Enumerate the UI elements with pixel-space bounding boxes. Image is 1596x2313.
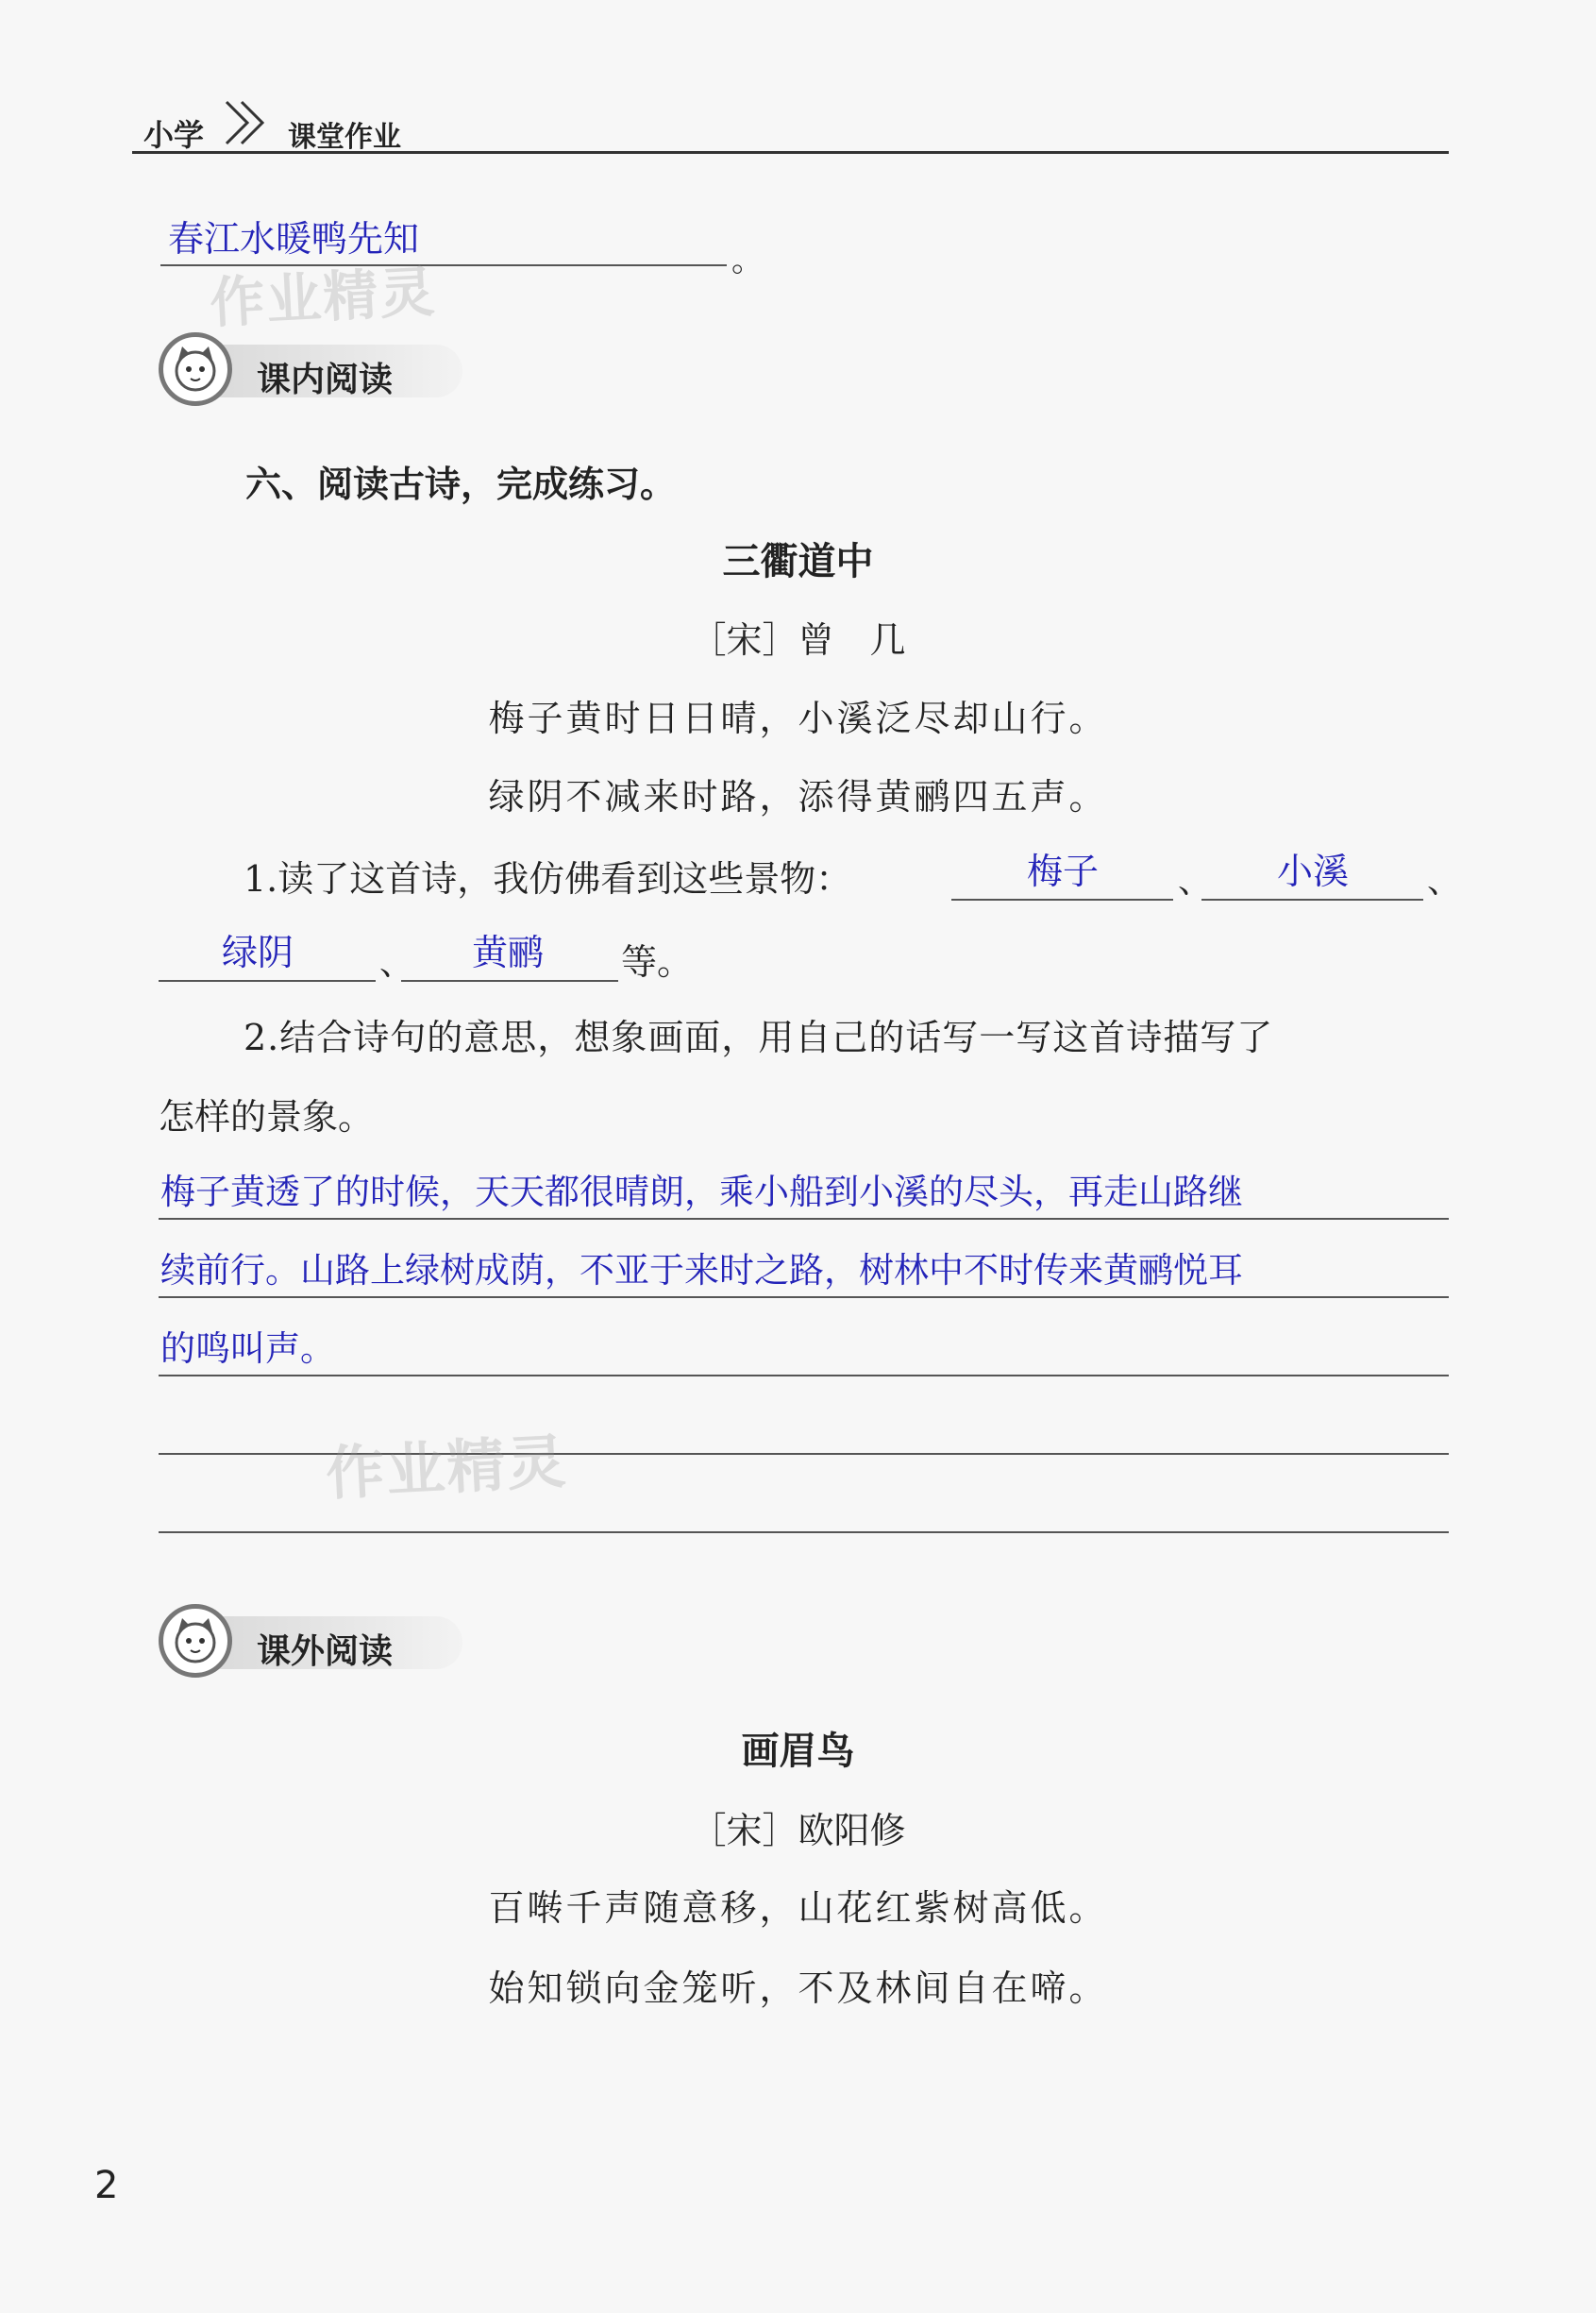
watermark-2: 作业精灵 — [324, 1427, 570, 1509]
q1-answer-2: 小溪 — [1277, 851, 1350, 892]
poem2-byline — [0, 1801, 1596, 1853]
q1-answer-1: 梅子 — [1027, 851, 1100, 892]
q1-sep-3: 、 — [379, 944, 414, 983]
header-rule — [132, 151, 1449, 154]
q2-rule-2 — [159, 1296, 1449, 1298]
poem1-author: 曾 几 — [798, 619, 906, 661]
section-out-class-label: 课外阅读 — [257, 1632, 394, 1671]
q2-rule-3 — [159, 1375, 1449, 1376]
top-answer: 春江水暖鸭先知 — [168, 218, 420, 260]
q2-prompt-line-1: 2.结合诗句的意思，想象画面，用自己的话写一写这首诗描写了 — [244, 1017, 1274, 1058]
top-answer-period: 。 — [731, 242, 764, 279]
poem2-line-1: 百啭千声随意移，山花红紫树高低。 — [488, 1887, 1108, 1929]
header-title: 课堂作业 — [288, 121, 401, 154]
poem1-title: 三衢道中 — [722, 540, 874, 583]
q1-blank-3 — [159, 980, 376, 982]
page-number: 2 — [94, 2164, 119, 2207]
q2-answer-line-1: 梅子黄透了的时候，天天都很晴朗，乘小船到小溪的尽头，再走山路继 — [160, 1172, 1243, 1212]
poem2-author: 欧阳修 — [798, 1810, 906, 1851]
cat-icon-2 — [159, 1604, 232, 1678]
poem1-line-2: 绿阴不减来时路，添得黄鹂四五声。 — [488, 776, 1108, 818]
section-in-class-label: 课内阅读 — [257, 361, 394, 399]
q1-end: 等。 — [621, 941, 694, 983]
poem2-title: 画眉鸟 — [741, 1730, 855, 1773]
poem1-byline — [0, 611, 1596, 663]
header-level: 小学 — [143, 117, 205, 153]
q1-blank-2 — [1201, 899, 1423, 901]
q1-blank-4 — [401, 980, 618, 982]
q2-prompt-line-2: 怎样的景象。 — [159, 1096, 375, 1138]
chevrons-icon — [219, 94, 276, 155]
q1-sep-2: 、 — [1427, 862, 1462, 901]
q1-blank-1 — [951, 899, 1173, 901]
q2-answer-line-2: 续前行。山路上绿树成荫，不亚于来时之路，树林中不时传来黄鹂悦耳 — [160, 1250, 1243, 1291]
q1-prompt: 1.读了这首诗，我仿佛看到这些景物： — [244, 858, 852, 900]
q2-rule-1 — [159, 1218, 1449, 1220]
poem2-dynasty: ［宋］ — [690, 1810, 798, 1851]
question-6-title: 六、阅读古诗，完成练习。 — [245, 464, 677, 505]
q2-rule-5 — [159, 1531, 1449, 1533]
poem1-dynasty: ［宋］ — [690, 619, 798, 661]
poem2-line-2: 始知锁向金笼听，不及林间自在啼。 — [488, 1967, 1108, 2009]
q1-answer-4: 黄鹂 — [472, 932, 545, 973]
q2-answer-line-3: 的鸣叫声。 — [160, 1328, 335, 1369]
q1-sep-1: 、 — [1178, 862, 1213, 901]
watermark: 作业精灵 — [208, 259, 438, 336]
poem1-line-1: 梅子黄时日日晴，小溪泛尽却山行。 — [488, 698, 1108, 739]
q1-answer-3: 绿阴 — [222, 932, 294, 973]
cat-icon — [159, 332, 232, 406]
